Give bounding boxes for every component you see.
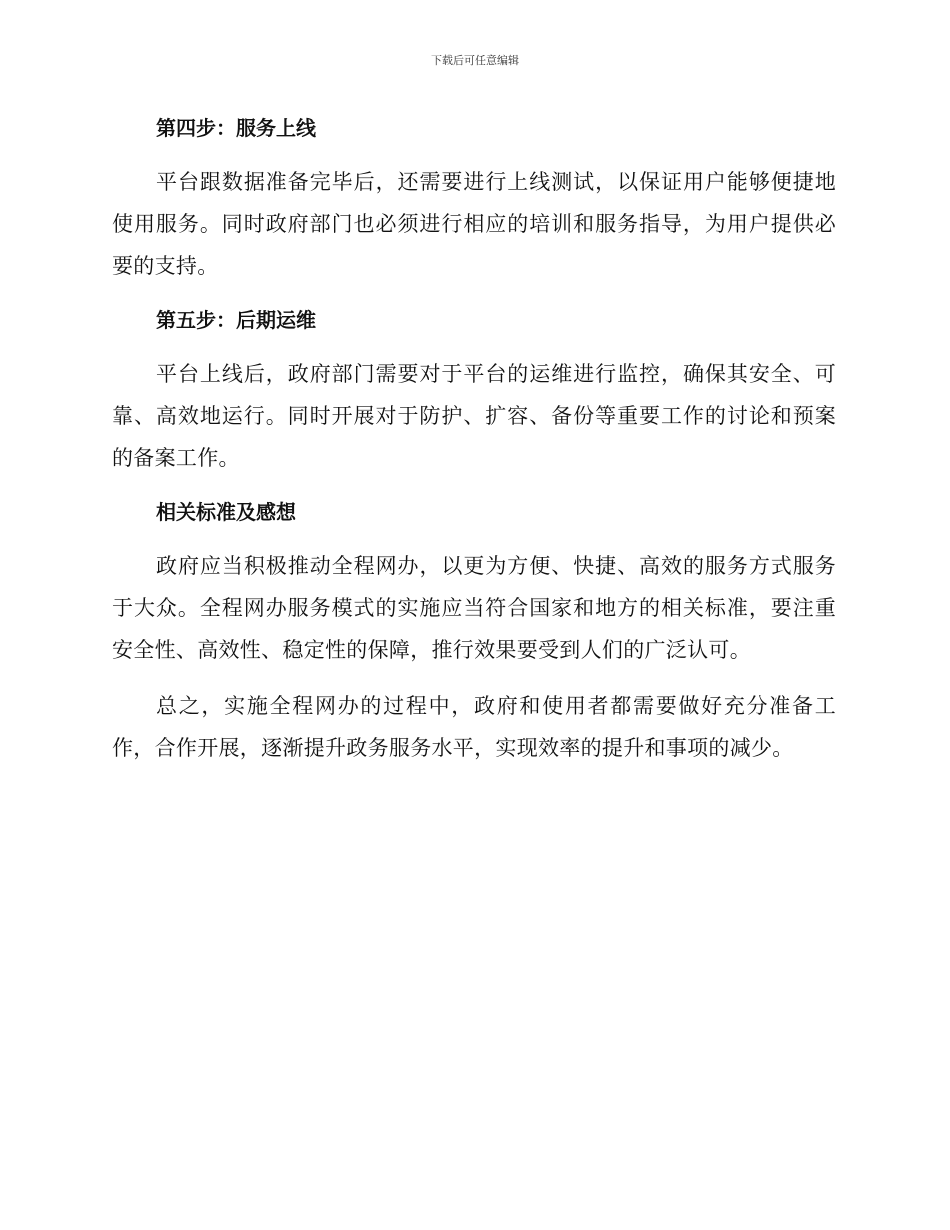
page-header: 下载后可任意编辑 <box>431 54 519 67</box>
section-heading-step4: 第四步：服务上线 <box>156 116 316 140</box>
section-paragraph-standards: 政府应当积极推动全程网办，以更为方便、快捷、高效的服务方式服务于大众。全程网办服务模式的实施应当符合国家和地方的相关标准，要注重安全性、高效性、稳定性的保障，推行效果要受到人们的广泛认可。 <box>112 554 836 662</box>
section-heading-step5: 第五步：后期运维 <box>156 308 316 332</box>
conclusion-paragraph: 总之，实施全程网办的过程中，政府和使用者都需要做好充分准备工作，合作开展，逐渐提升政务服务水平，实现效率的提升和事项的减少。 <box>112 694 836 760</box>
document-body <box>112 109 836 783</box>
section-paragraph-step4: 平台跟数据准备完毕后，还需要进行上线测试，以保证用户能够便捷地使用服务。同时政府部门也必须进行相应的培训和服务指导，为用户提供必要的支持。 <box>112 170 836 278</box>
section-heading-standards: 相关标准及感想 <box>156 500 296 524</box>
section-paragraph-step5: 平台上线后，政府部门需要对于平台的运维进行监控，确保其安全、可靠、高效地运行。同时开展对于防护、扩容、备份等重要工作的讨论和预案的备案工作。 <box>112 362 836 470</box>
